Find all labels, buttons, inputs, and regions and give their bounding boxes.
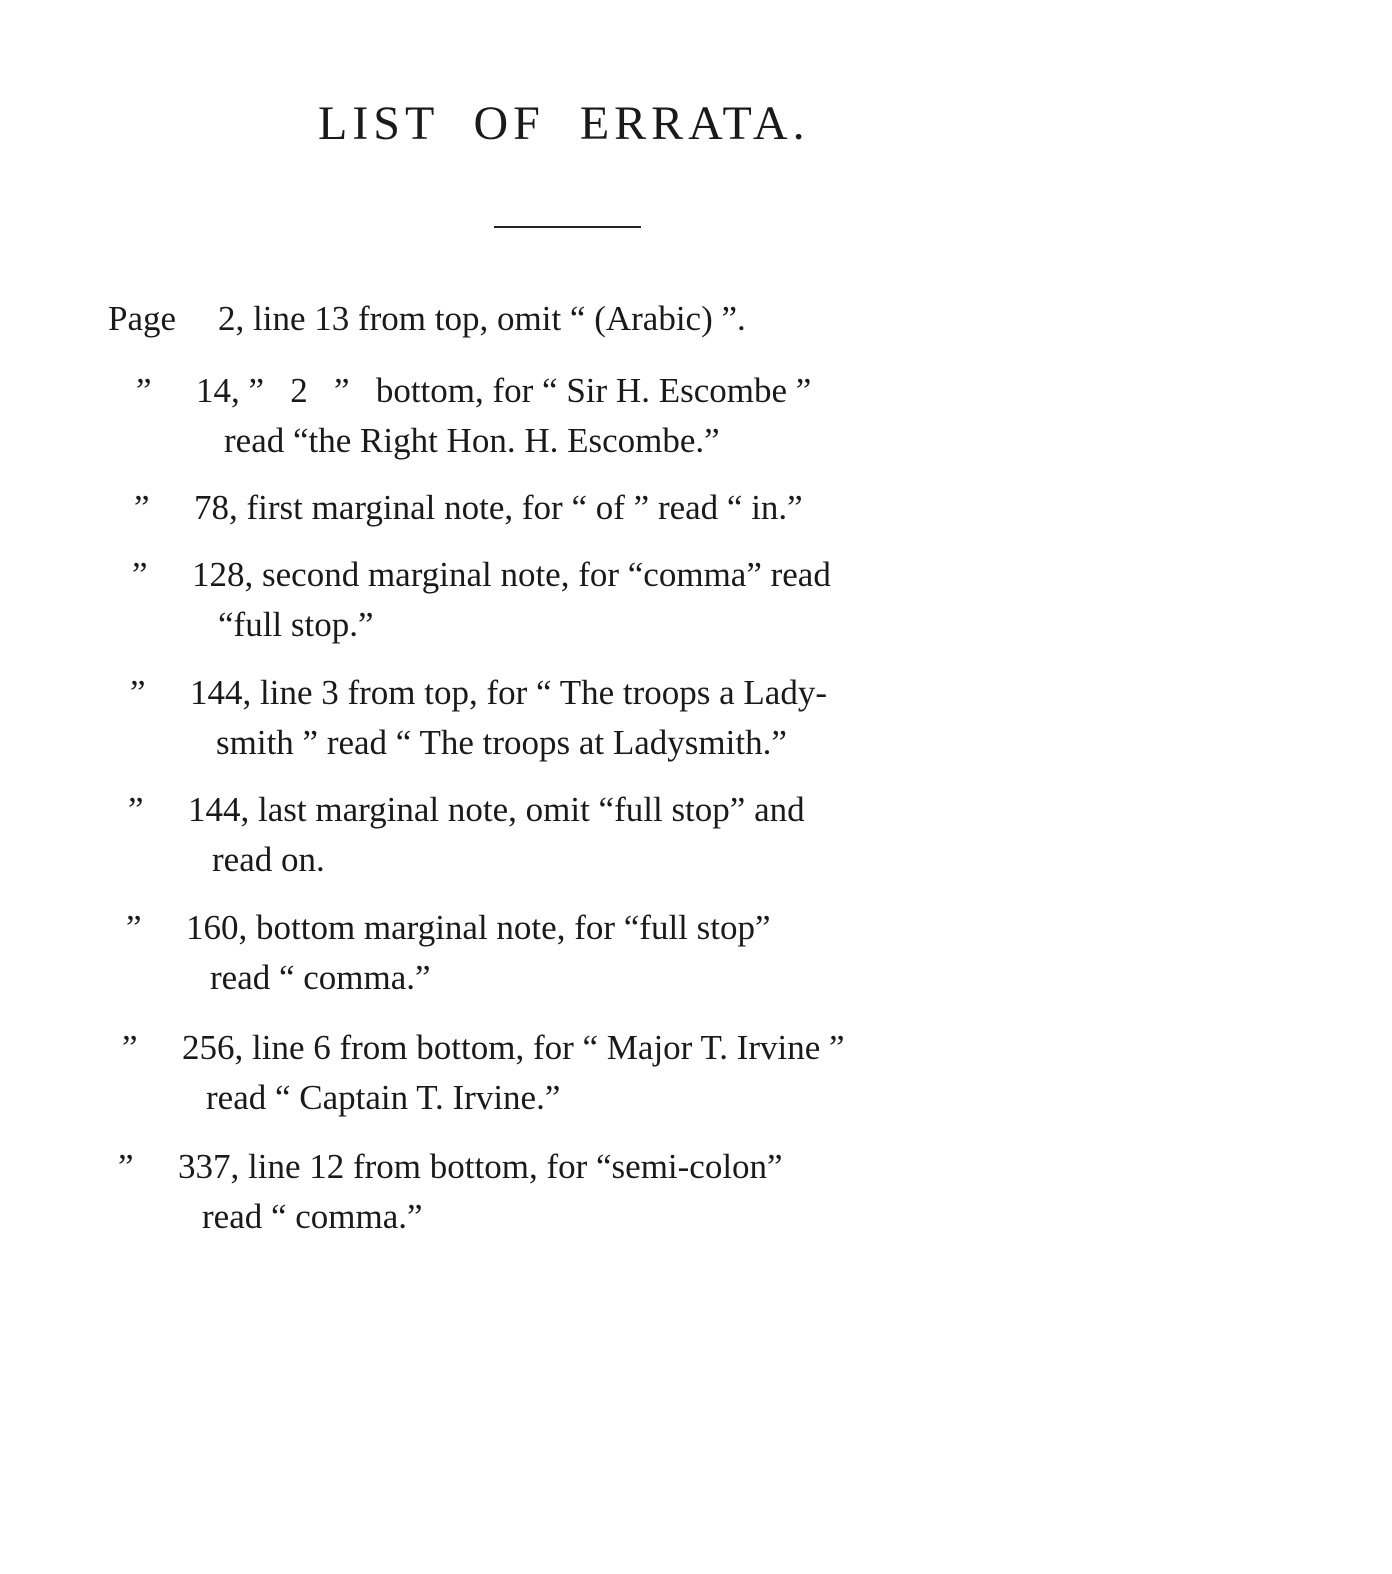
erratum-page-number: 2, — [218, 299, 245, 338]
erratum-text-line1: ” 2 ” bottom, for “ Sir H. Escombe ” — [248, 371, 812, 410]
erratum-text-line2: read “the Right Hon. H. Escombe.” — [224, 421, 720, 460]
erratum-lead: ” — [126, 908, 142, 947]
erratum-text-line1: line 12 from bottom, for “semi-colon” — [248, 1147, 783, 1186]
erratum-page-number: 160, — [186, 908, 248, 947]
erratum-text-line1: line 13 from top, omit “ (Arabic) ”. — [253, 299, 746, 338]
erratum-text-line2: read “ comma.” — [210, 958, 431, 997]
erratum-page-number: 14, — [196, 371, 240, 410]
erratum-entry — [128, 785, 1008, 885]
erratum-entry — [130, 668, 1010, 768]
erratum-lead: ” — [128, 790, 144, 829]
erratum-text-line1: line 3 from top, for “ The troops a Lady- — [260, 673, 827, 712]
erratum-page-number: 128, — [192, 555, 254, 594]
erratum-entry — [126, 903, 1006, 1003]
erratum-text-line1: line 6 from bottom, for “ Major T. Irvine ” — [252, 1028, 845, 1067]
erratum-page-number: 337, — [178, 1147, 240, 1186]
erratum-text-line2: read “ comma.” — [202, 1197, 423, 1236]
title-rule — [494, 226, 641, 228]
erratum-lead: ” — [134, 488, 150, 527]
erratum-entry — [136, 366, 1016, 466]
erratum-text-line1: first marginal note, for “ of ” read “ in.” — [246, 488, 803, 527]
erratum-lead: ” — [118, 1147, 134, 1186]
erratum-lead: ” — [122, 1028, 138, 1067]
erratum-page-number: 256, — [182, 1028, 244, 1067]
erratum-text-line2: “full stop.” — [218, 605, 374, 644]
page-title: LIST OF ERRATA. — [318, 97, 810, 150]
erratum-entry — [134, 483, 1014, 533]
erratum-text-line2: read “ Captain T. Irvine.” — [206, 1078, 561, 1117]
erratum-entry — [132, 550, 1012, 650]
erratum-page-number: 144, — [188, 790, 250, 829]
erratum-page-number: 144, — [190, 673, 252, 712]
erratum-text-line1: last marginal note, omit “full stop” and — [258, 790, 805, 829]
erratum-text-line2: read on. — [212, 840, 325, 879]
erratum-text-line1: second marginal note, for “comma” read — [262, 555, 831, 594]
erratum-lead: ” — [136, 371, 152, 410]
erratum-entry — [122, 1023, 1002, 1123]
erratum-entry — [118, 1142, 998, 1242]
erratum-entry — [108, 294, 988, 344]
erratum-text-line1: bottom marginal note, for “full stop” — [256, 908, 771, 947]
erratum-lead: Page — [108, 299, 177, 338]
erratum-page-number: 78, — [194, 488, 238, 527]
erratum-lead: ” — [130, 673, 146, 712]
erratum-lead: ” — [132, 555, 148, 594]
erratum-text-line2: smith ” read “ The troops at Ladysmith.” — [216, 723, 787, 762]
